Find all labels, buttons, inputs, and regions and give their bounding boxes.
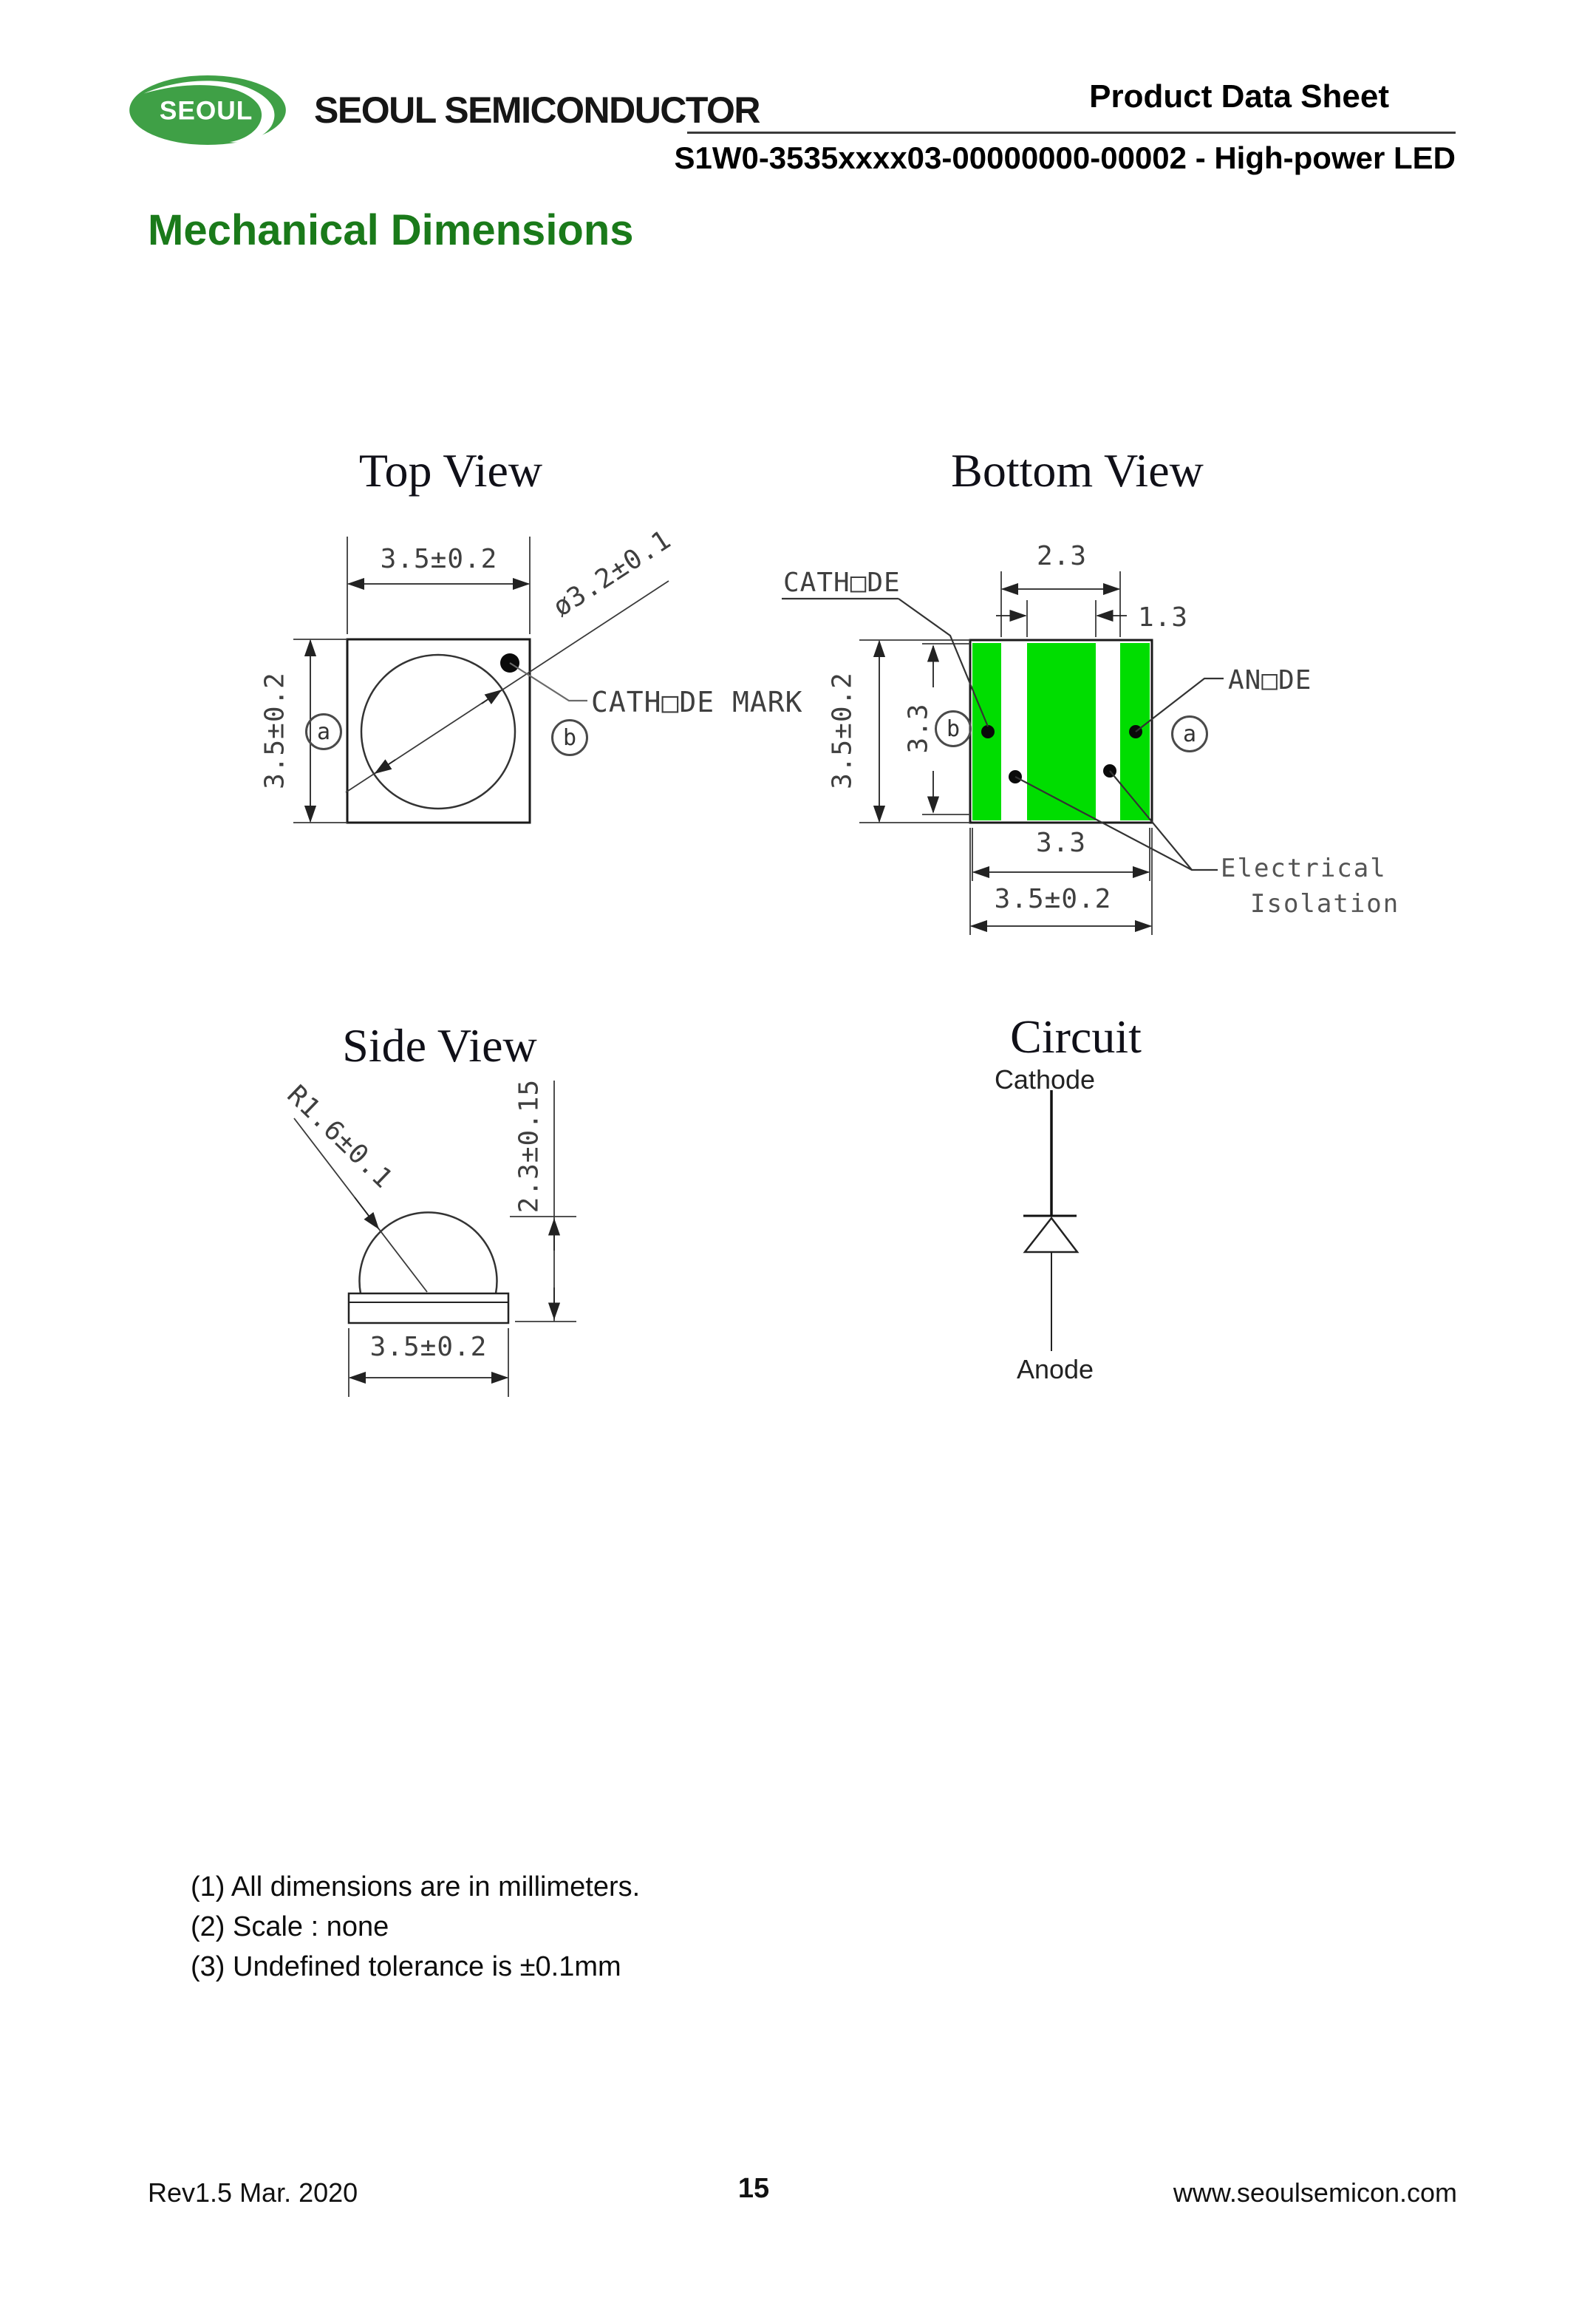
top-height-dim-label: 3.5±0.2 [259,672,290,789]
diode-triangle [1025,1218,1077,1252]
top-ref-a: a [305,713,342,750]
pad-width-dim-label: 3.3 [1035,828,1087,858]
side-view-title: Side View [342,1019,537,1072]
side-width-dim-label: 3.5±0.2 [369,1332,488,1362]
note-3: (3) Undefined tolerance is ±0.1mm [191,1951,621,1982]
circuit-title: Circuit [1010,1010,1142,1063]
bottom-view-title: Bottom View [951,444,1204,497]
footer-page-number: 15 [737,2173,770,2204]
center-pad-dim-label: 1.3 [1138,602,1189,633]
circuit-anode-label: Anode [1016,1354,1094,1384]
circuit-drawing [998,1064,1116,1382]
company-name: SEOUL SEMICONDUCTOR [314,89,760,131]
notes-block [191,1867,640,1987]
pad-height-dim-label: 3.3 [903,703,934,754]
bottom-width-dim-label: 3.5±0.2 [994,884,1112,914]
logo-wordmark: SEOUL [159,96,253,126]
lens-diameter-label: ø3.2±0.1 [548,524,677,623]
footer-revision: Rev1.5 Mar. 2020 [148,2177,358,2208]
seoul-logo [127,74,288,146]
top-width-dim-label: 3.5±0.2 [380,544,498,574]
bottom-ref-a: a [1171,715,1208,752]
pad-span-dim-label: 2.3 [1036,541,1088,571]
cathode-mark-label: CATH□DE MARK [591,686,803,718]
isolation-label-line1: Electrical [1221,854,1387,883]
radius-dim-label: R1.6±0.1 [281,1079,399,1195]
circuit-cathode-label: Cathode [994,1064,1096,1095]
bottom-ref-b: b [935,710,972,747]
note-1: (1) All dimensions are in millimeters. [191,1871,641,1902]
side-height-dim-label: 2.3±0.15 [514,1078,545,1214]
footer-website: www.seoulsemicon.com [1173,2177,1457,2208]
center-pad [1027,643,1096,820]
bottom-cathode-label: CATH□DE [783,568,901,598]
bottom-anode-label: AN□DE [1228,665,1312,695]
side-dome-arc [360,1212,497,1293]
note-2: (2) Scale : none [191,1911,389,1942]
header-rule [687,132,1456,134]
part-number-line: S1W0-3535xxxx03-00000000-00002 - High-power LED [674,140,1456,175]
top-ref-b: b [551,719,588,756]
side-base-outline [349,1293,508,1323]
bottom-height-dim-label: 3.5±0.2 [827,672,858,789]
top-view-title: Top View [358,444,543,497]
doc-title: Product Data Sheet [1089,78,1389,115]
page-title: Mechanical Dimensions [148,206,634,254]
cathode-pad-dot [981,725,995,738]
isolation-label-line2: Isolation [1250,889,1400,919]
